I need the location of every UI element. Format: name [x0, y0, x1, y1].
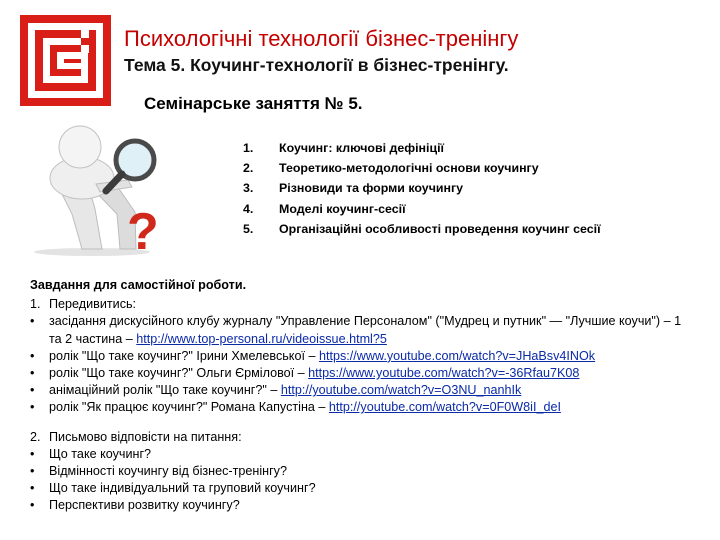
seminar-heading: Семінарське заняття № 5.	[144, 94, 363, 113]
tasks-heading: Завдання для самостійної роботи.	[30, 278, 247, 292]
video-link[interactable]: http://youtube.com/watch?v=O3NU_nanhIk	[280, 383, 522, 398]
video-list-item: • засідання дискусійного клубу журналу "Управление Персоналом" ("Мудрец и путник" — "Лучшие коучи") – 1 та 2 частина – http://www.top-personal.ru/videoissue.html?5	[30, 314, 682, 346]
page-title: Психологічні технології бізнес-тренінгу	[124, 26, 519, 51]
question-list-item: • Відмінності коучингу від бізнес-тренінгу?	[30, 464, 287, 479]
agenda-item: 1. Коучинг: ключові дефініції	[243, 141, 444, 155]
task-2-header: 2. Письмово відповісти на питання:	[30, 429, 242, 444]
topic-subtitle: Тема 5. Коучинг-технології в бізнес-тренінгу.	[124, 55, 509, 75]
video-link[interactable]: https://www.youtube.com/watch?v=-36Rfau7K08	[308, 366, 580, 381]
self-study-tasks	[30, 277, 695, 515]
video-link[interactable]: http://youtube.com/watch?v=0F0W8iI_deI	[328, 400, 561, 415]
video-list-item: • ролік "Як працює коучинг?" Романа Капустіна – http://youtube.com/watch?v=0F0W8iI_deI	[30, 400, 561, 415]
question-list-item: • Перспективи розвитку коучингу?	[30, 498, 240, 513]
question-list-item: • Що таке індивідуальний та груповий коучинг?	[30, 481, 316, 496]
seminar-agenda	[243, 138, 601, 239]
agenda-item: 2. Теоретико-методологічні основи коучингу	[243, 161, 539, 176]
question-mark: ?	[127, 203, 159, 259]
question-list-item: • Що таке коучинг?	[30, 446, 152, 461]
magnifier-question-person-icon	[32, 114, 192, 259]
video-list-item: • анімаційний ролік "Що таке коучинг?" – http://youtube.com/watch?v=O3NU_nanhIk	[30, 383, 522, 398]
agenda-item: 3. Різновиди та форми коучингу	[243, 181, 464, 196]
agenda-item: 4. Моделі коучинг-сесії	[243, 201, 406, 216]
video-link[interactable]: https://www.youtube.com/watch?v=JHaBsv4INOk	[318, 348, 596, 363]
video-link[interactable]: http://www.top-personal.ru/videoissue.html?5	[136, 331, 387, 346]
task-1-header: 1. Передивитись:	[30, 297, 137, 312]
video-list-item: • ролік "Що таке коучинг?" Ольги Єрмілової – https://www.youtube.com/watch?v=-36Rfau7K08	[30, 366, 580, 381]
agenda-item: 5. Організаційні особливості проведення коучинг сесії	[243, 221, 601, 236]
video-list-item: • ролік "Що таке коучинг?" Ірини Хмелевської – https://www.youtube.com/watch?v=JHaBsv4INOk	[30, 348, 596, 363]
course-logo	[20, 15, 111, 106]
